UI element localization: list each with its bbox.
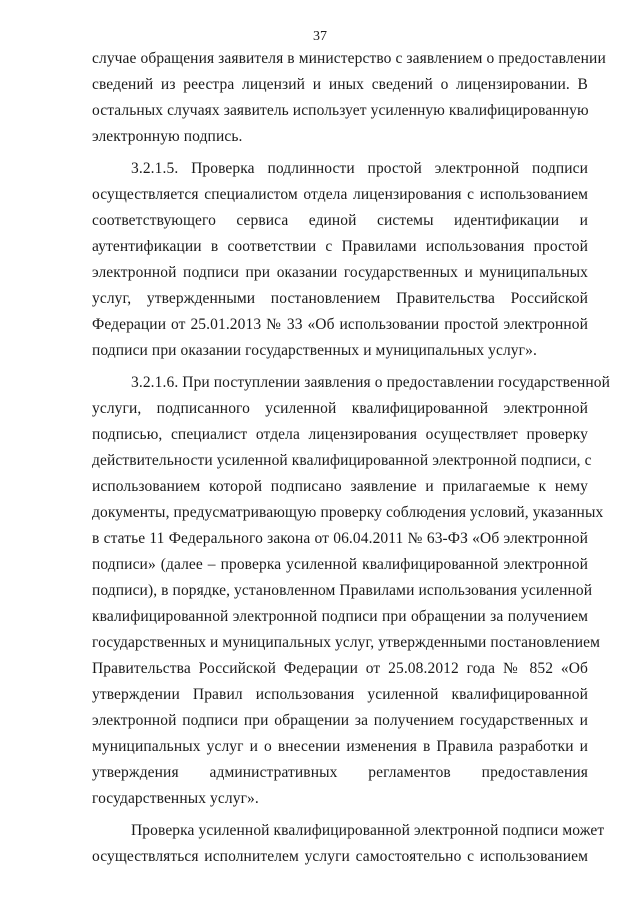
text-line: Проверка усиленной квалифицированной электронной подписи может [131,822,605,839]
text-line: услуг, утвержденными постановлением Правительства Российской [92,290,588,307]
text-line: подписи), в порядке, установленном Правилами использования усиленной [92,582,593,599]
text-line: электронной подписи при оказании государственных и муниципальных [92,264,588,281]
text-line: электронную подпись. [92,128,243,145]
text-line: государственных и муниципальных услуг, утвержденными постановлением [92,634,601,651]
text-line: 3.2.1.6. При поступлении заявления о предоставлении государственной [131,374,610,391]
text-line: муниципальных услуг и о внесении изменения в Правила разработки и [92,738,588,755]
text-line: осуществляться исполнителем услуги самостоятельно с использованием [92,848,588,865]
text-line: действительности усиленной квалифицированной электронной подписи, с [92,452,592,469]
text-line: использованием которой подписано заявление и прилагаемые к нему [92,478,588,495]
text-line: аутентификации в соответствии с Правилами использования простой [92,238,588,255]
text-line: квалифицированной электронной подписи при обращении за получением [92,608,588,625]
text-line: утверждении Правил использования усиленной квалифицированной [92,686,588,703]
text-line: документы, предусматривающую проверку соблюдения условий, указанных [92,504,604,521]
text-line: подписи» (далее – проверка усиленной квалифицированной электронной [92,556,588,573]
text-line: случае обращения заявителя в министерство с заявлением о предоставлении [92,50,606,67]
page-number: 37 [313,29,327,44]
text-line: осуществляется специалистом отдела лицензирования с использованием [92,186,588,203]
text-line: сведений из реестра лицензий и иных сведений о лицензировании. В [92,76,588,93]
text-line: подписью, специалист отдела лицензирования осуществляет проверку [92,426,588,443]
text-line: в статье 11 Федерального закона от 06.04.2011 № 63-ФЗ «Об электронной [92,530,588,547]
text-line: утверждения административных регламентов предоставления [92,764,588,781]
text-line: Правительства Российской Федерации от 25.08.2012 года № 852 «Об [92,660,588,677]
text-line: Федерации от 25.01.2013 № 33 «Об использовании простой электронной [92,316,588,333]
text-line: электронной подписи при обращении за получением государственных и [92,712,588,729]
text-line: государственных услуг». [92,790,259,807]
text-line: подписи при оказании государственных и муниципальных услуг». [92,342,537,359]
text-line: 3.2.1.5. Проверка подлинности простой электронной подписи [131,160,588,177]
text-line: услуги, подписанного усиленной квалифицированной электронной [92,400,588,417]
text-line: остальных случаях заявитель использует усиленную квалифицированную [92,102,589,119]
text-line: соответствующего сервиса единой системы идентификации и [92,212,588,229]
